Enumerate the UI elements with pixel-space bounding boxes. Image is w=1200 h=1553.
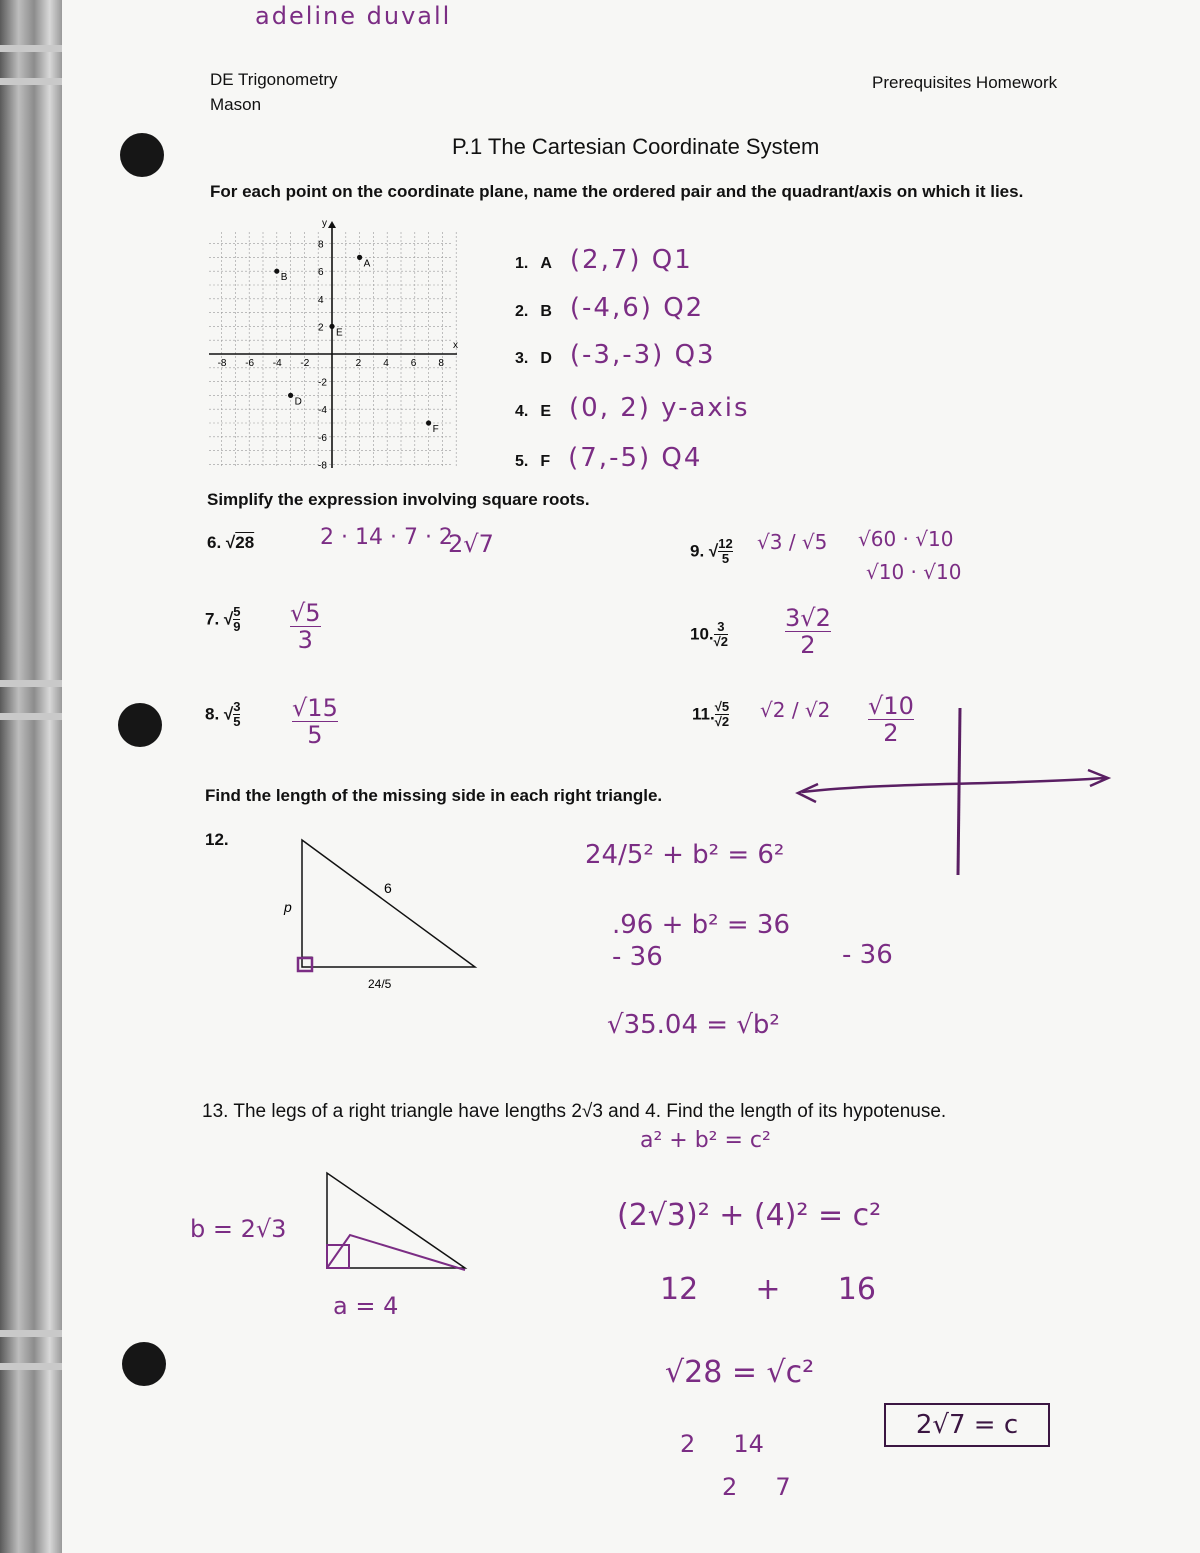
y-tick-label: 8 bbox=[318, 239, 324, 251]
ordered-pair-item bbox=[515, 340, 716, 370]
item-letter: B bbox=[540, 303, 552, 320]
q6-answer: 2√7 bbox=[448, 530, 494, 558]
x-tick-label: -6 bbox=[245, 358, 255, 369]
point-d bbox=[288, 393, 293, 398]
ordered-pair-item bbox=[515, 245, 693, 275]
y-tick-label: -2 bbox=[318, 377, 327, 389]
point-a bbox=[357, 255, 362, 260]
q13-label-b: b = 2√3 bbox=[190, 1215, 287, 1243]
q11-work: √2 / √2 bbox=[760, 698, 831, 722]
label-base: 24/5 bbox=[368, 977, 392, 991]
sketch-vertical-line bbox=[958, 708, 960, 875]
label-hypotenuse: 6 bbox=[384, 880, 392, 896]
y-tick-label: 2 bbox=[318, 322, 324, 334]
q13-work-line-5: 2 7 bbox=[722, 1473, 791, 1501]
x-tick-label: 6 bbox=[410, 358, 417, 369]
q13-problem: 13. The legs of a right triangle have lengths 2√3 and 4. Find the length of its hypotenuse. bbox=[202, 1101, 947, 1122]
x-tick-label: -2 bbox=[300, 358, 310, 369]
q13-triangle bbox=[315, 1165, 485, 1280]
q9-work-1: √3 / √5 bbox=[757, 530, 828, 554]
x-axis-label: x bbox=[453, 340, 458, 351]
q13-triangle-hand-trace bbox=[327, 1235, 465, 1270]
right-angle-hand-mark bbox=[298, 958, 312, 971]
x-tick-label: 8 bbox=[438, 358, 444, 369]
y-tick-label: -8 bbox=[318, 460, 327, 472]
sketch-horizontal-line bbox=[802, 778, 1105, 792]
section1-instruction: For each point on the coordinate plane, name the ordered pair and the quadrant/axis on which it lies. bbox=[210, 182, 1024, 201]
x-tick-label: 4 bbox=[383, 358, 389, 369]
point-e bbox=[329, 324, 334, 329]
q11-problem: 11. $\frac{√5}{√2}$ bbox=[692, 699, 730, 730]
q6-work: 2 · 14 · 7 · 2 bbox=[320, 525, 453, 550]
item-number: 4. bbox=[515, 403, 529, 420]
q13-label-a: a = 4 bbox=[333, 1292, 399, 1320]
triangle-outline bbox=[302, 840, 475, 967]
punch-hole-top bbox=[120, 133, 164, 177]
sketch-arrow-left bbox=[798, 784, 818, 802]
item-letter: D bbox=[540, 350, 552, 367]
assignment-name: Prerequisites Homework bbox=[872, 73, 1058, 92]
student-name: adeline duvall bbox=[255, 2, 452, 30]
x-tick-label: -8 bbox=[217, 358, 227, 369]
item-answer: (-4,6) Q2 bbox=[569, 293, 705, 323]
q13-triangle-outline bbox=[327, 1173, 465, 1268]
q10-problem: 10. $\frac{3}{√2}$ bbox=[690, 619, 729, 650]
grid-lines bbox=[209, 221, 457, 468]
sketched-axes bbox=[790, 700, 1120, 880]
q13-work-line-1: (2√3)² + (4)² = c² bbox=[617, 1198, 882, 1233]
q7-problem: 7. √ $\frac{5}{9}$ bbox=[205, 604, 241, 635]
q9-work-3: √10 · √10 bbox=[866, 560, 962, 584]
point-label: B bbox=[280, 272, 288, 284]
ordered-pair-item bbox=[515, 293, 704, 323]
point-f bbox=[426, 420, 431, 425]
q8-answer: $\frac{√15}{5}$ bbox=[292, 694, 338, 750]
label-p: p bbox=[284, 899, 292, 915]
q9-problem: 9. √ $\frac{12}{5}$ bbox=[690, 536, 733, 567]
item-answer: (-3,-3) Q3 bbox=[569, 340, 716, 370]
q13-work-line-3: √28 = √c² bbox=[665, 1355, 815, 1390]
q13-work-line-4: 2 14 bbox=[680, 1430, 764, 1458]
x-tick-label: -4 bbox=[272, 358, 282, 369]
item-letter: F bbox=[540, 453, 551, 470]
ordered-pair-item bbox=[515, 393, 750, 423]
q8-problem: 8. √ $\frac{3}{5}$ bbox=[205, 699, 241, 730]
item-letter: E bbox=[540, 403, 552, 420]
q12-work-line-5: √35.04 = √b² bbox=[607, 1010, 780, 1040]
q6-problem: 6. √28 bbox=[207, 533, 255, 552]
teacher-name: Mason bbox=[210, 95, 262, 114]
point-b bbox=[274, 269, 279, 274]
q13-formula: a² + b² = c² bbox=[640, 1128, 771, 1153]
q11-answer: $\frac{√10}{2}$ bbox=[868, 692, 914, 748]
y-tick-label: -6 bbox=[318, 432, 327, 444]
q12-work-line-4: - 36 bbox=[842, 940, 893, 970]
item-letter: A bbox=[540, 255, 552, 272]
point-label: E bbox=[336, 327, 343, 339]
y-tick-label: 6 bbox=[318, 267, 324, 279]
item-number: 3. bbox=[515, 350, 529, 367]
punch-hole-middle bbox=[118, 703, 162, 747]
point-label: D bbox=[294, 396, 302, 408]
section3-instruction: Find the length of the missing side in each right triangle. bbox=[205, 786, 663, 805]
q9-work-2: √60 · √10 bbox=[858, 527, 954, 551]
q10-answer: $\frac{3√2}{2}$ bbox=[785, 604, 831, 660]
course-name: DE Trigonometry bbox=[210, 70, 338, 89]
item-answer: (7,-5) Q4 bbox=[568, 443, 703, 473]
item-number: 1. bbox=[515, 255, 529, 272]
section2-instruction: Simplify the expression involving square roots. bbox=[207, 490, 590, 509]
punch-hole-bottom bbox=[122, 1342, 166, 1386]
point-label: A bbox=[363, 258, 371, 270]
x-tick-label: 2 bbox=[355, 358, 362, 369]
item-answer: (2,7) Q1 bbox=[569, 245, 693, 275]
y-tick-label: -4 bbox=[318, 405, 327, 417]
y-tick-label: 4 bbox=[318, 294, 324, 306]
y-axis-label: y bbox=[322, 218, 327, 229]
q12-number: 12. bbox=[205, 830, 229, 849]
q13-work-line-2: 12 + 16 bbox=[660, 1272, 876, 1307]
point-label: F bbox=[432, 424, 439, 435]
q12-triangle bbox=[270, 830, 490, 1000]
q12-work-line-1: 24/5² + b² = 6² bbox=[585, 840, 785, 870]
q12-work-line-3: - 36 bbox=[612, 942, 663, 972]
q13-final-answer-box: 2√7 = c bbox=[884, 1403, 1050, 1447]
item-answer: (0, 2) y-axis bbox=[569, 393, 750, 423]
q12-work-line-2: .96 + b² = 36 bbox=[612, 910, 790, 940]
page-title: P.1 The Cartesian Coordinate System bbox=[452, 134, 820, 159]
item-number: 5. bbox=[515, 453, 529, 470]
q7-answer: $\frac{√5}{3}$ bbox=[290, 599, 321, 655]
item-number: 2. bbox=[515, 303, 529, 320]
binder-spine bbox=[0, 0, 62, 1553]
ordered-pair-item bbox=[515, 443, 702, 473]
coordinate-plane bbox=[205, 218, 465, 473]
